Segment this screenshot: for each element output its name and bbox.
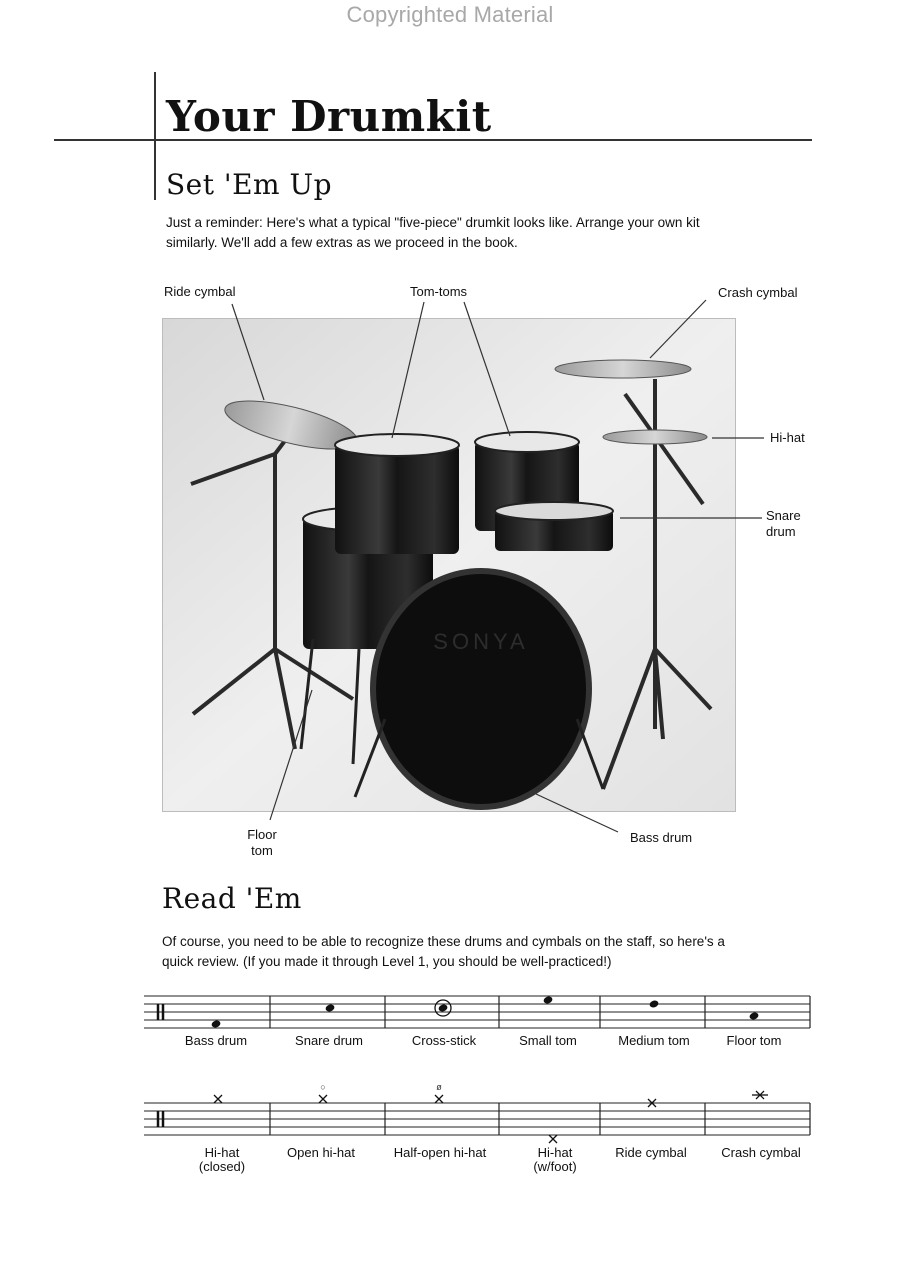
staff-label-crash-cymbal: Crash cymbal <box>721 1145 801 1160</box>
note-small-tom <box>543 995 554 1004</box>
notation-staff-cymbals <box>144 1078 814 1150</box>
label-bass-drum: Bass drum <box>630 830 693 845</box>
bass-drum-logo: SONYA <box>433 629 529 654</box>
page-title: Your Drumkit <box>166 92 492 141</box>
label-line: (closed) <box>198 1159 246 1174</box>
label-crash-cymbal: Crash cymbal <box>718 285 798 300</box>
tom-tom-2-head <box>475 432 579 452</box>
note-open-hi-hat <box>319 1095 327 1103</box>
label-snare-drum <box>766 508 801 540</box>
note-hi-hat-closed <box>214 1095 222 1103</box>
tom-tom-1-shell <box>335 444 459 554</box>
note-hi-hat-foot <box>549 1135 557 1143</box>
label-tom-toms: Tom-toms <box>410 284 468 299</box>
intro-line: Just a reminder: Here's what a typical "five-piece" drumkit looks like. Arrange your own kit <box>166 215 700 230</box>
staff-lines <box>144 996 810 1028</box>
note-medium-tom <box>649 999 660 1008</box>
note-cross-stick <box>438 1003 449 1012</box>
section-heading-read-em: Read 'Em <box>162 882 302 915</box>
crash-cymbal <box>555 360 691 378</box>
label-line: Hi-hat <box>537 1145 573 1160</box>
label-line: Floor <box>247 827 277 842</box>
label-line: (w/foot) <box>533 1159 577 1174</box>
staff-label-bass-drum: Bass drum <box>184 1033 248 1048</box>
drumkit-illustration <box>163 319 735 811</box>
intro-line: similarly. We'll add a few extras as we proceed in the book. <box>166 235 518 250</box>
label-line: Snare <box>766 508 801 523</box>
staff-label-cross-stick: Cross-stick <box>411 1033 477 1048</box>
label-floor-tom <box>240 827 284 859</box>
label-line: tom <box>251 843 273 858</box>
copyright-watermark: Copyrighted Material <box>346 2 554 27</box>
staff-label-hi-hat-foot <box>533 1146 576 1174</box>
note-bass-drum <box>211 1019 222 1028</box>
label-line: Hi-hat <box>204 1145 240 1160</box>
staff-label-snare-drum: Snare drum <box>295 1033 363 1048</box>
notation-staff-drums <box>144 988 814 1038</box>
title-vertical-rule <box>154 72 156 200</box>
staff-label-medium-tom: Medium tom <box>618 1033 690 1048</box>
section-heading-set-em-up: Set 'Em Up <box>166 168 333 201</box>
snare-drum-head <box>495 502 613 520</box>
staff-label-ride-cymbal: Ride cymbal <box>615 1145 687 1160</box>
intro-line: Of course, you need to be able to recognize these drums and cymbals on the staff, so here's a <box>162 934 725 949</box>
staff-label-floor-tom: Floor tom <box>726 1033 782 1048</box>
intro-paragraph-2 <box>162 932 725 972</box>
half-open-mark: ø <box>436 1082 442 1092</box>
staff-label-small-tom: Small tom <box>519 1033 577 1048</box>
bass-drum <box>373 571 589 807</box>
label-hi-hat: Hi-hat <box>770 430 805 445</box>
drumkit-photo <box>162 318 736 812</box>
staff-label-open-hi-hat: Open hi-hat <box>287 1145 355 1160</box>
note-snare-drum <box>325 1003 336 1012</box>
staff-lines <box>144 1103 810 1135</box>
note-half-open-hi-hat <box>435 1095 443 1103</box>
staff-label-hi-hat-closed <box>199 1146 245 1174</box>
label-line: drum <box>766 524 796 539</box>
open-mark: ○ <box>320 1082 326 1092</box>
note-floor-tom <box>749 1011 760 1020</box>
hi-hat-cymbal <box>603 430 707 444</box>
staff-label-half-open-hi-hat: Half-open hi-hat <box>393 1145 487 1160</box>
intro-line: quick review. (If you made it through Level 1, you should be well-practiced!) <box>162 954 612 969</box>
tom-tom-1-head <box>335 434 459 456</box>
label-ride-cymbal: Ride cymbal <box>164 284 236 299</box>
intro-paragraph-1 <box>166 213 700 253</box>
